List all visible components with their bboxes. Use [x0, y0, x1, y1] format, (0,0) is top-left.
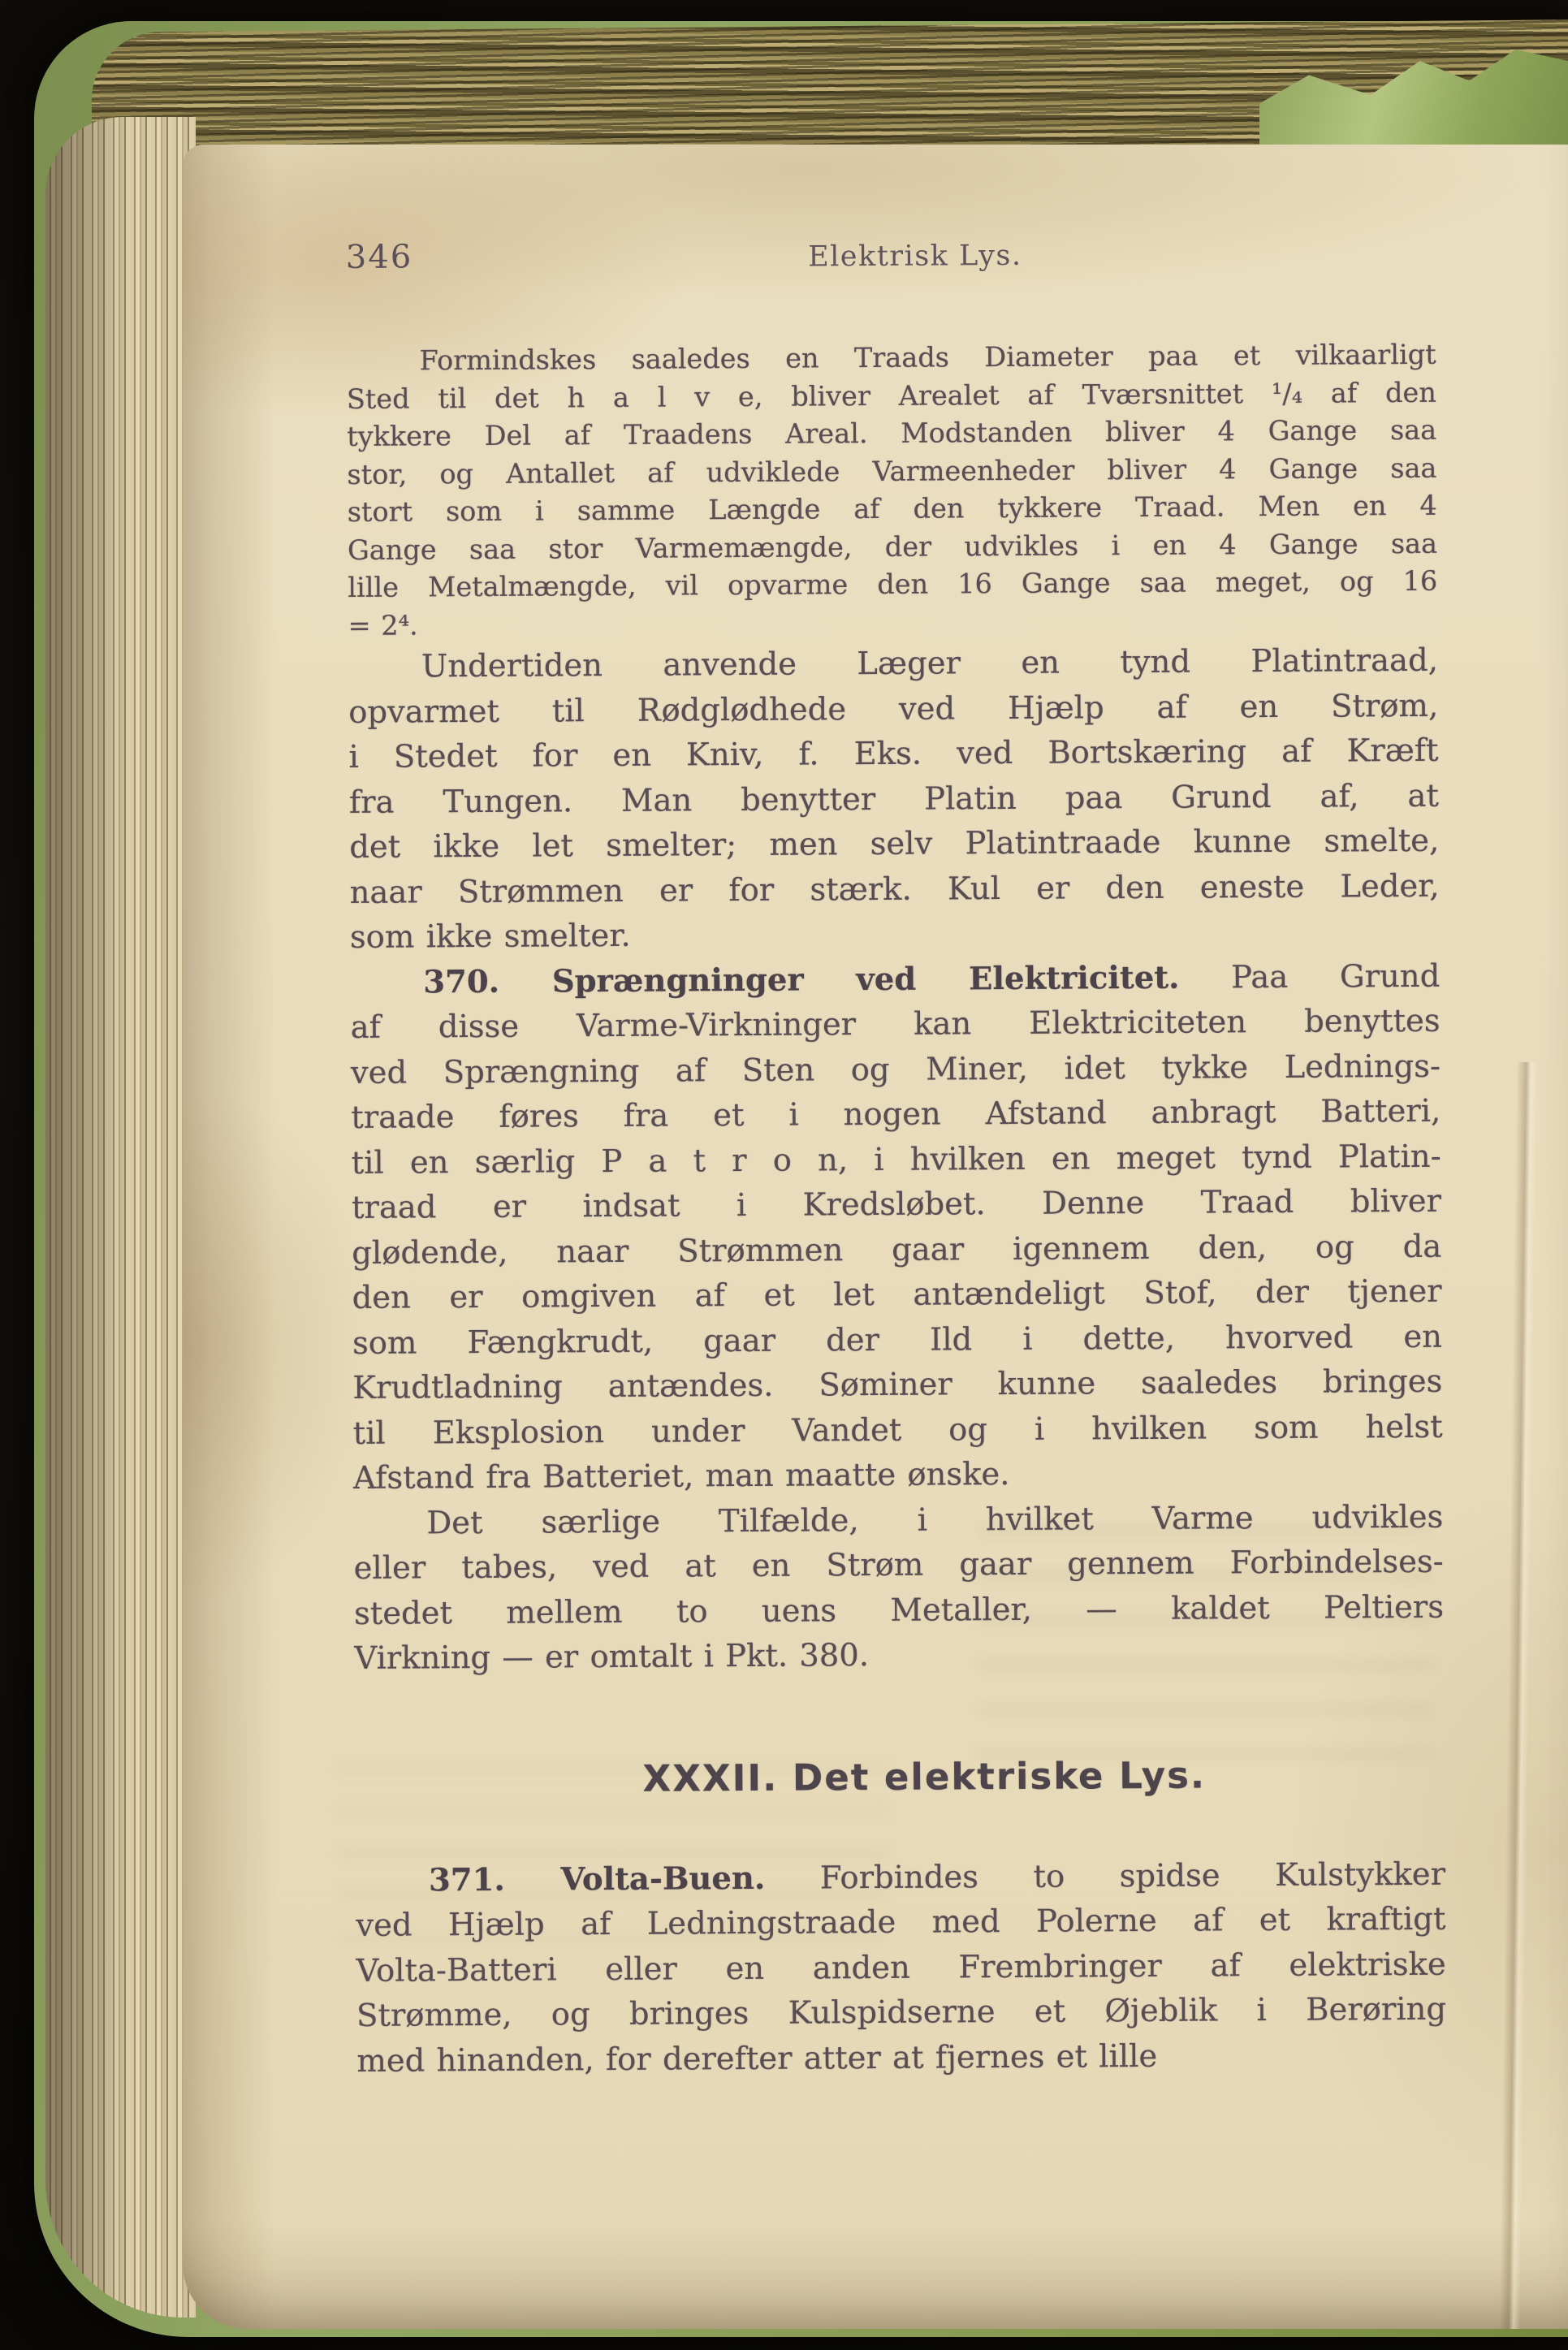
text-line: Det særlige Tilfælde, i hvilket Varme udvikles	[426, 1498, 1444, 1541]
paragraph	[353, 1494, 1444, 1681]
text-line: Virkning — er omtalt i Pkt. 380.	[354, 1637, 870, 1677]
book-page	[183, 145, 1568, 2329]
text-line: 370. Sprængninger ved Elektricitet. Paa Grund	[423, 957, 1441, 1000]
text-line: glødende, naar Strømmen gaar igennem den, og da	[352, 1228, 1442, 1272]
text-line: det ikke let smelter; men selv Platintraade kunne smelte,	[349, 822, 1440, 866]
text-line: opvarmet til Rødglødhede ved Hjælp af en Strøm,	[348, 687, 1439, 731]
text-line: Sted til det h a l v e, bliver Arealet af Tværsnittet ¹/₄ af den	[346, 376, 1436, 415]
text-line: i Stedet for en Kniv, f. Eks. ved Bortskæring af Kræft	[348, 732, 1439, 775]
text-line: traade føres fra et i nogen Afstand anbragt Batteri,	[351, 1092, 1441, 1136]
text-line: Krudtladning antændes. Søminer kunne saaledes bringes	[352, 1363, 1443, 1406]
text-line: 371. Volta-Buen. Forbindes to spidse Kulstykker	[428, 1855, 1446, 1899]
print-layer	[183, 140, 1568, 2333]
text-line: tykkere Del af Traadens Areal. Modstanden bliver 4 Gange saa	[347, 413, 1437, 452]
text-line: ved Hjælp af Ledningstraade med Polerne af et kraftigt	[356, 1900, 1446, 1944]
text-line: med hinanden, for derefter atter at fjernes et lille	[356, 2037, 1158, 2080]
text-line: stedet mellem to uens Metaller, — kaldet Peltiers	[353, 1588, 1445, 1632]
running-header: Elektrisk Lys.	[808, 239, 1022, 274]
paragraph	[356, 1851, 1447, 2084]
text-line: Formindskes saaledes en Traads Diameter paa et vilkaarligt	[419, 338, 1436, 377]
text-line: Gange saa stor Varmemængde, der udvikles i en 4 Gange saa	[347, 527, 1438, 566]
text-line: Afstand fra Batteriet, man maatte ønske.	[352, 1456, 1010, 1497]
text-line: lille Metalmængde, vil opvarme den 16 Gange saa meget, og 16	[348, 564, 1438, 603]
page-content	[346, 336, 1446, 2084]
text-line: Undertiden anvende Læger en tynd Platintraad,	[421, 641, 1439, 685]
paragraph	[348, 638, 1440, 961]
text-line: Volta-Batteri eller en anden Frembringer af elektriske	[356, 1946, 1446, 1989]
book-cover	[34, 21, 1568, 2337]
paragraph	[350, 953, 1443, 1501]
text-line: traad er indsat i Kredsløbet. Denne Traad bliver	[351, 1182, 1442, 1226]
text-line: naar Strømmen er for stærk. Kul er den eneste Leder,	[349, 867, 1440, 911]
text-line: som ikke smelter.	[349, 917, 631, 956]
page-number: 346	[345, 238, 413, 276]
left-page-edges	[45, 117, 196, 2318]
text-line: Strømme, og bringes Kulspidserne et Øjeblik i Berøring	[356, 1990, 1447, 2034]
section-heading: XXXII. Det elektriske Lys.	[642, 1753, 1207, 1800]
text-line: ved Sprængning af Sten og Miner, idet tykke Lednings-	[350, 1048, 1441, 1091]
text-line: til en særlig P a t r o n, i hvilken en meget tynd Platin-	[351, 1138, 1441, 1181]
text-line: stort som i samme Længde af den tykkere Traad. Men en 4	[347, 489, 1437, 528]
text-line: til Eksplosion under Vandet og i hvilken som helst	[352, 1408, 1443, 1452]
text-line: fra Tungen. Man benytter Platin paa Grund af, at	[348, 777, 1440, 821]
text-line: af disse Varme-Virkninger kan Elektriciteten benyttes	[350, 1002, 1441, 1046]
text-line: stor, og Antallet af udviklede Varmeenheder bliver 4 Gange saa	[347, 451, 1437, 490]
text-line: eller tabes, ved at en Strøm gaar gennem Forbindelses-	[353, 1543, 1444, 1587]
paragraph	[346, 336, 1437, 645]
text-line: = 2⁴.	[348, 608, 418, 641]
text-line: den er omgiven af et let antændeligt Stof, der tjener	[352, 1272, 1442, 1316]
text-line: som Fængkrudt, gaar der Ild i dette, hvorved en	[352, 1318, 1443, 1362]
